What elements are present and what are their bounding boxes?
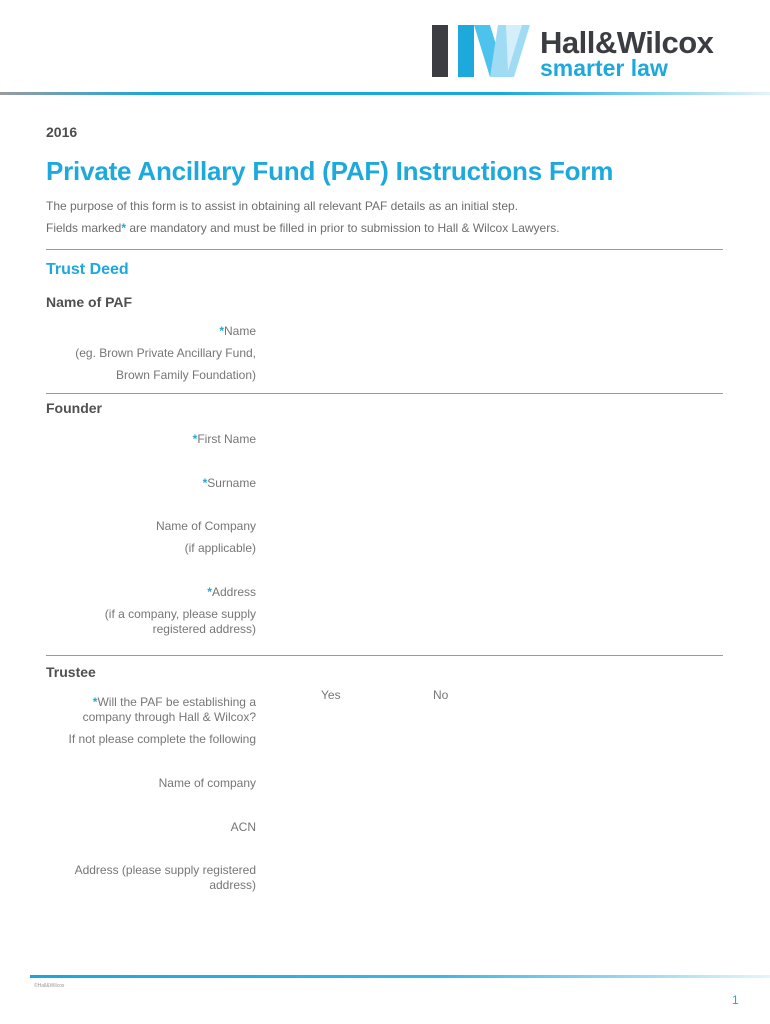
company-name-label: Name of Company — [155, 519, 256, 533]
option-yes[interactable]: Yes — [321, 688, 341, 702]
form-year: 2016 — [46, 124, 78, 140]
surname-label: *Surname — [202, 476, 256, 490]
intro-suffix: are mandatory and must be filled in prior to submission to Hall & Wilcox Lawyers. — [126, 221, 560, 235]
paf-name-hint-line1: (eg. Brown Private Ancillary Fund, — [75, 346, 256, 360]
required-star-icon: * — [121, 221, 127, 235]
header-divider — [0, 92, 770, 95]
brand-name: Hall&Wilcox — [540, 25, 714, 60]
brand-tagline: smarter law — [540, 55, 668, 81]
trustee-address-label-line1: Address (please supply registered — [74, 863, 256, 877]
section-trust-deed-heading: Trust Deed — [46, 261, 129, 278]
trustee-company-name-label: Name of company — [158, 776, 256, 790]
option-no[interactable]: No — [433, 688, 449, 702]
founder-address-label: *Address — [207, 585, 256, 599]
section-founder-heading: Founder — [46, 400, 102, 416]
paf-name-hint-line2: Brown Family Foundation) — [115, 368, 256, 382]
name-of-paf-heading: Name of PAF — [46, 294, 133, 310]
required-star-icon: * — [219, 324, 224, 338]
page-number: 1 — [732, 993, 739, 1007]
trustee-address-label-line2: address) — [209, 878, 256, 892]
copyright-text: ©Hall&Wilcox — [34, 983, 65, 989]
section-trustee-heading: Trustee — [46, 664, 96, 680]
acn-label: ACN — [230, 820, 256, 834]
if-not-note: If not please complete the following — [68, 732, 256, 746]
footer-divider — [30, 975, 770, 978]
required-star-icon: * — [202, 476, 208, 490]
required-star-icon: * — [92, 695, 98, 709]
founder-address-hint-line2: registered address) — [152, 622, 256, 636]
intro-prefix: Fields marked — [46, 221, 122, 235]
intro-text-line1: The purpose of this form is to assist in obtaining all relevant PAF details as an initial step. — [46, 199, 519, 213]
intro-text-line2 — [46, 221, 560, 235]
section-divider — [46, 249, 723, 250]
trustee-question-line1: *Will the PAF be establishing a — [92, 695, 256, 709]
section-divider — [46, 655, 723, 656]
page-title: Private Ancillary Fund (PAF) Instructions Form — [46, 156, 614, 186]
section-divider — [46, 393, 723, 394]
trustee-question-line2: company through Hall & Wilcox? — [82, 710, 256, 724]
required-star-icon: * — [207, 585, 212, 599]
brand-logo — [432, 25, 732, 80]
founder-address-hint-line1: (if a company, please supply — [104, 607, 256, 621]
paf-name-label: *Name — [219, 324, 256, 338]
brand-mark-icon — [432, 25, 530, 77]
company-name-hint: (if applicable) — [184, 541, 256, 555]
required-star-icon: * — [192, 432, 198, 446]
first-name-label: *First Name — [192, 432, 256, 446]
